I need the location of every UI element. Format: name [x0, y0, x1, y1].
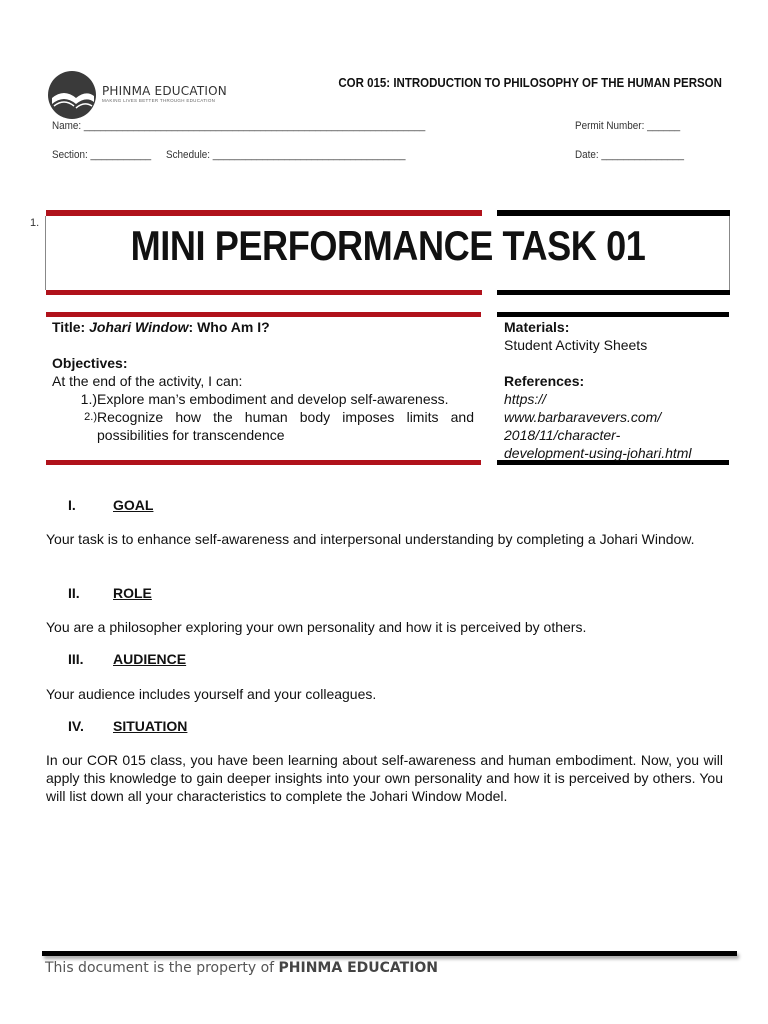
section-label: GOAL: [113, 497, 154, 513]
activity-title: [52, 318, 474, 336]
section-roman: III.: [68, 651, 84, 667]
name-field[interactable]: Name: ______________________________________________________________: [52, 120, 426, 132]
objective-text: Recognize how the human body imposes limits and possibilities for transcendence: [97, 409, 474, 443]
title-top-rule-red: [46, 210, 482, 216]
logo-name: PHINMA EDUCATION: [102, 84, 227, 98]
info-right-top-rule: [497, 312, 729, 317]
section-body-audience: Your audience includes yourself and your colleagues.: [46, 686, 377, 702]
references-heading: References:: [504, 373, 585, 389]
reference-link[interactable]: [504, 390, 734, 462]
objective-item: [52, 390, 474, 408]
reference-line: development-using-johari.html: [504, 445, 692, 461]
title-bottom-rule-red: [46, 290, 482, 295]
section-heading-situation: [68, 718, 187, 734]
section-body-goal: Your task is to enhance self-awareness and interpersonal understanding by completing a Johari Window.: [46, 531, 695, 547]
section-field[interactable]: Section: ___________: [52, 149, 152, 161]
title-bottom-rule-black: [497, 290, 730, 295]
section-heading-audience: [68, 651, 186, 667]
section-roman: IV.: [68, 718, 84, 734]
footer-prefix: This document is the property of: [45, 960, 279, 976]
title-label: Title:: [52, 319, 86, 335]
title-top-rule-black: [497, 210, 730, 216]
title-rest: : Who Am I?: [188, 319, 270, 335]
section-heading-role: [68, 585, 152, 601]
section-body-situation: In our COR 015 class, you have been learning about self-awareness and human embodiment. Now, you will apply this knowledge to gain deeper insights into your own personality and how it is perceived by others. You will list down all your characteristics to complete the Johari Window Model.: [46, 752, 723, 804]
title-box-right-border: [729, 216, 730, 290]
reference-line: www.barbaravevers.com/: [504, 409, 662, 425]
list-marker: 1.: [30, 217, 40, 229]
objective-number: 2.): [84, 411, 97, 423]
reference-line: https://: [504, 391, 547, 407]
permit-number-field[interactable]: Permit Number: ______: [575, 120, 681, 132]
section-roman: I.: [68, 497, 76, 513]
title-italic: Johari Window: [89, 319, 189, 335]
section-label: AUDIENCE: [113, 651, 187, 667]
objectives-heading: Objectives:: [52, 355, 128, 371]
date-field[interactable]: Date: _______________: [575, 149, 685, 161]
section-heading-goal: [68, 497, 153, 513]
footer-rule: [42, 951, 737, 956]
materials-heading: Materials:: [504, 319, 570, 335]
task-title: MINI PERFORMANCE TASK 01: [130, 222, 646, 269]
footer-text: [45, 960, 438, 976]
materials-references: [504, 318, 734, 462]
objective-number: 1.): [80, 391, 97, 407]
section-body-role: You are a philosopher exploring your own personality and how it is perceived by others.: [46, 619, 587, 635]
title-box-left-border: [45, 216, 46, 290]
reference-line: 2018/11/character-: [504, 427, 621, 443]
info-left-top-rule: [46, 312, 481, 317]
section-label: ROLE: [113, 585, 152, 601]
schedule-field[interactable]: Schedule: ___________________________________: [166, 149, 406, 161]
objective-text: Explore man’s embodiment and develop self-awareness.: [97, 391, 449, 407]
materials-text: Student Activity Sheets: [504, 337, 648, 353]
info-left-bottom-rule: [46, 460, 481, 465]
section-label: SITUATION: [113, 718, 188, 734]
objective-item: [52, 408, 474, 444]
objectives-intro: At the end of the activity, I can:: [52, 373, 243, 389]
activity-info: [52, 318, 474, 444]
section-roman: II.: [68, 585, 80, 601]
logo-tagline: MAKING LIVES BETTER THROUGH EDUCATION: [102, 98, 216, 103]
course-title: COR 015: INTRODUCTION TO PHILOSOPHY OF THE HUMAN PERSON: [338, 76, 722, 90]
footer-owner: PHINMA EDUCATION: [278, 960, 439, 976]
